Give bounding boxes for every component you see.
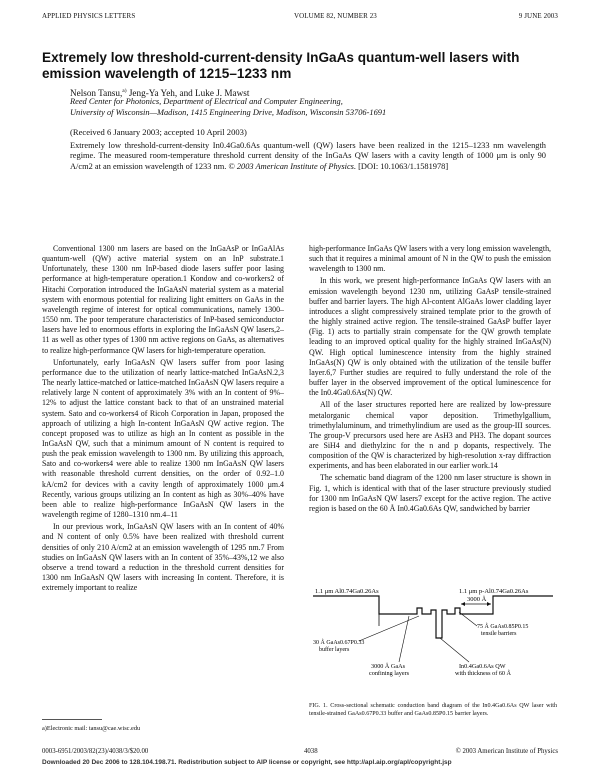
page-number: 4038: [304, 748, 318, 755]
paragraph: Conventional 1300 nm lasers are based on the InGaAsP or InGaAlAs quantum-well (QW) active material system on an InP substrate.1 Unfortunately, these 1300 nm InP-based diode lasers suffer poor lasing performance at high-temperature operation.1 Kondow and co-workers2 of Hitachi Corporation introduced the InGaAsN material system as a material system with enormous potential for realizing light emitters on GaAs in the wavelength regime of interest for optical communications, namely 1300–1550 nm. The poor temperature characteristics of InP-based semiconductor lasers have led to enormous efforts in exploring the InGaAsN QW lasers,2–11 as well as other types of 1300 nm active regions on GaAs, as alternatives to realize high-performance QW lasers for high-temperature operation.: [42, 244, 284, 355]
paragraph: The schematic band diagram of the 1200 nm laser structure is shown in Fig. 1, which is identical with that of the laser structure previously studied for 1300 nm InGaAsN QW lasers7 except for the active region. The active region is based on the 60 Å In0.4Ga0.6As QW, sandwiched by barrier: [309, 473, 551, 513]
affiliation-line-1: Reed Center for Photonics, Department of Electrical and Computer Engineering,: [70, 97, 343, 106]
pointer-line: [440, 638, 469, 662]
figure-1-caption: FIG. 1. Cross-sectional schematic conduction band diagram of the In0.4Ga0.6As QW laser with tensile-strained GaAs0.67P0.33 buffer and GaAs0.85P0.15 barrier layers.: [309, 703, 557, 717]
label-tensile-barrier: 75 Å GaAs0.85P0.15: [477, 624, 529, 630]
label-p-cladding: 1.1 μm p-Al0.74Ga0.26As: [459, 588, 529, 595]
conduction-band-edge: [313, 596, 553, 638]
label-tensile-barrier-2: tensile barriers: [481, 631, 517, 637]
pointer-line: [399, 616, 409, 662]
footnote-divider: [42, 719, 102, 720]
author-footnote-mark: a): [122, 88, 127, 94]
label-confining-layer-2: confining layers: [369, 670, 410, 677]
paragraph: Unfortunately, early InGaAsN QW lasers suffer from poor lasing performance due to the utilization of nearly lattice-matched InGaAsN.2,3 The nearly lattice-matched or lattice-matched InGaAsN QW lasers require a relatively large N content of approximately 3% with an In content of 9%–12% to adjust the lattice constant back to that of an unstrained material system. Sato and co-workers4 of Ricoh Corporation in Japan, proposed the approach of utilizing a high In-content InGaAsN QW active region. The concept proposed was to utilize as high an In content as possible in the InGaAsN QW, such that a minimum amount of N content is required to push the peak emission wavelength to 1300 nm. By utilizing this approach, Sato and co-workers4 were able to realize 1300 nm InGaAsN QW lasers with reasonable threshold current densities, on the order of 0.92–1.0 kA/cm2 for devices with a cavity length of approximately 1000 μm.4 Recently, various groups utilizing an In content as high as 30%–40% have been able to realize high-performance InGaAsN QW lasers in the wavelength regime of 1280–1310 nm.4–11: [42, 357, 284, 520]
issn-code: 0003-6951/2003/82(23)/4038/3/$20.00: [42, 748, 149, 755]
paper-title: Extremely low threshold-current-density InGaAs quantum-well lasers with emission wavelength of 1215–1233 nm: [42, 50, 520, 81]
label-buffer-layer: 30 Å GaAs0.67P0.33: [313, 640, 365, 646]
footer-copyright: © 2003 American Institute of Physics: [455, 748, 558, 755]
arrow-head-icon: [461, 602, 465, 606]
label-confining-layer: 3000 Å GaAs: [371, 663, 406, 670]
footnote-email: a)Electronic mail: tansu@cae.wisc.edu: [42, 725, 141, 732]
affiliation-line-2: University of Wisconsin—Madison, 1415 Engineering Drive, Madison, Wisconsin 53706-1691: [70, 107, 387, 117]
doi-link[interactable]: [DOI: 10.1063/1.1581978]: [358, 161, 449, 171]
author-tansu: Nelson Tansu,: [70, 88, 123, 99]
journal-name: APPLIED PHYSICS LETTERS: [42, 12, 136, 20]
label-quantum-well-2: with thickness of 60 Å: [455, 670, 512, 677]
abstract-copyright: © 2003 American Institute of Physics.: [228, 161, 357, 171]
label-3000-top: 3000 Å: [467, 596, 487, 603]
volume-number: VOLUME 82, NUMBER 23: [294, 12, 377, 20]
arrow-head-icon: [487, 602, 491, 606]
paragraph: All of the laser structures reported here are realized by low-pressure metalorganic chemical vapor deposition. Trimethylgallium, trimethylaluminum, and trimethylindium are used as the group-III sources. The group-V precursors used here are AsH3 and PH3. The dopant sources are SiH4 and diethylzinc for the n and p dopants, respectively. The composition of the QW is characterized by high-resolution x-ray diffraction experiments, and has been elaborated in our earlier work.14: [309, 400, 551, 471]
abstract-text: Extremely low threshold-current-density In0.4Ga0.6As quantum-well (QW) lasers have been realized in the 1215–1233 nm wavelength regime. The measured room-temperature threshold current density of the InGaAs QW lasers with a cavity length of 1000 μm is only 90 A/cm2 at an emission wavelength of 1233 nm.: [70, 141, 546, 171]
paragraph: high-performance InGaAs QW lasers with a very long emission wavelength, such that it requires a minimal amount of N in the QW to push the emission wavelength to 1300 nm.: [309, 244, 551, 274]
received-dates: (Received 6 January 2003; accepted 10 April 2003): [70, 127, 247, 137]
left-column: [42, 244, 284, 595]
label-quantum-well: In0.4Ga0.6As QW: [459, 663, 506, 670]
right-column: [309, 244, 551, 516]
running-head: [42, 12, 558, 24]
paragraph: In our previous work, InGaAsN QW lasers with an In content of 40% and N content of only 0.5% have been realized with threshold current densities of only 210 A/cm2 at an emission wavelength of 1295 nm.7 From studies on InGaAsN QW lasers with an In content of 35%–43%,12 we also observe a trend toward a reduction in the threshold current densities for 1300 nm InGaAsN QW lasers with increasing In content. Therefore, it is extremely important to realize: [42, 522, 284, 593]
figure-1-band-diagram: [309, 586, 557, 692]
download-notice: Downloaded 20 Dec 2006 to 128.104.198.71. Redistribution subject to AIP license or copyright, see http://apl.aip.org/apl/copyright.jsp: [42, 759, 452, 766]
other-authors: Jeng-Ya Yeh, and Luke J. Mawst: [126, 88, 250, 99]
label-buffer-layer-2: buffer layers: [319, 647, 350, 653]
abstract: [70, 141, 546, 172]
label-n-cladding: 1.1 μm Al0.74Ga0.26As: [315, 588, 379, 595]
page-footer: [42, 748, 558, 758]
band-diagram-svg: [309, 586, 557, 692]
paragraph: In this work, we present high-performance InGaAs QW lasers with an emission wavelength beyond 1230 nm, utilizing GaAsP tensile-strained buffer and barrier layers. The high Al-content AlGaAs lower cladding layer introduces a slight compressively strained template prior to the growth of the highly strained active region. The tensile-strained GaAsP buffer layer (Fig. 1) acts to partially strain compensate for the QW growth template leading to an improved optical quality for the highly strained InGaAs(N) QW. High optical luminescence intensity from the highly strained InGaAs(N) QW is only obtained with the utilization of the tensile buffer layer.6,7 Further studies are required to fully understand the role of the buffer layer in the observed improvement of the optical luminescence for the In0.4Ga0.6As(N) QW.: [309, 276, 551, 398]
affiliation: [70, 97, 550, 118]
pointer-line: [359, 616, 419, 641]
issue-date: 9 JUNE 2003: [518, 12, 558, 20]
